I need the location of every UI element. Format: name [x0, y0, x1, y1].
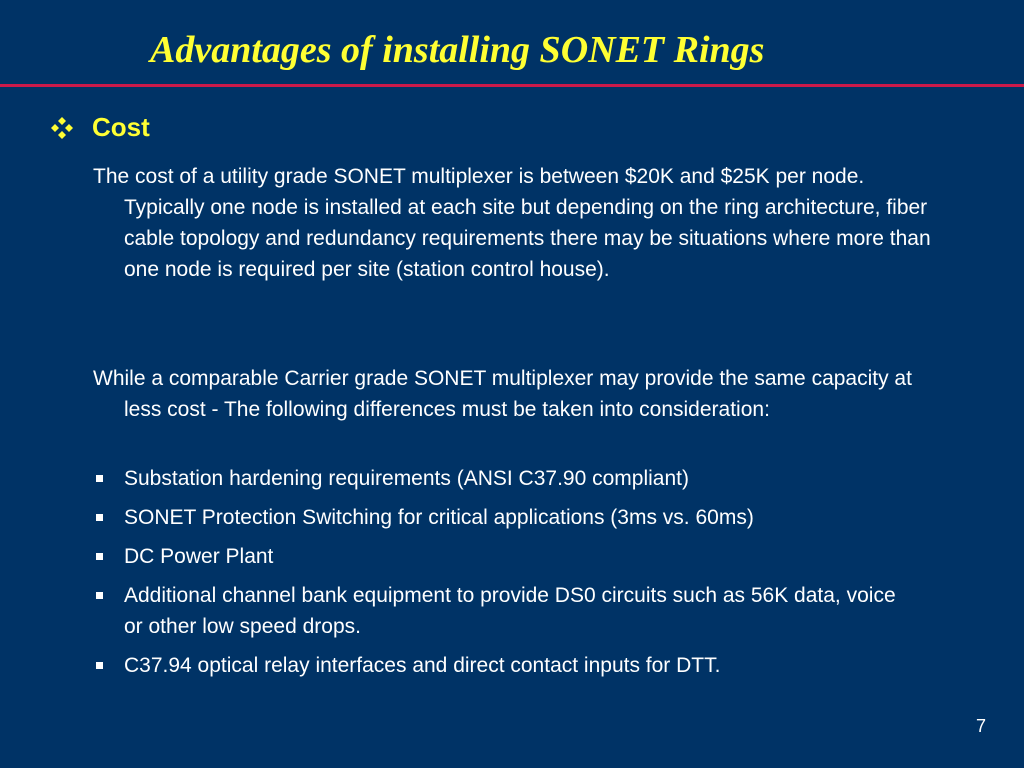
list-item [93, 541, 913, 572]
page-number: 7 [975, 716, 986, 736]
square-bullet-icon [96, 592, 103, 599]
list-item [93, 502, 913, 533]
list-item [93, 463, 913, 494]
differences-list [93, 463, 913, 689]
list-item-text: C37.94 optical relay interfaces and direct contact inputs for DTT. [124, 654, 721, 677]
comparison-paragraph: While a comparable Carrier grade SONET multiplexer may provide the same capacity at less cost - The following differences must be taken into consideration: [93, 367, 912, 421]
list-item [93, 580, 913, 642]
square-bullet-icon [96, 662, 103, 669]
title-divider [0, 84, 1024, 87]
square-bullet-icon [96, 475, 103, 482]
four-diamond-icon [50, 116, 74, 140]
list-item-text: DC Power Plant [124, 545, 274, 568]
cost-paragraph: The cost of a utility grade SONET multiplexer is between $20K and $25K per node. Typically one node is installed at each site but depending on the ring architecture, fiber cable topology and redundancy requirements there may be situations where more than one node is required per site (station control house). [93, 165, 931, 281]
square-bullet-icon [96, 514, 103, 521]
section-heading [50, 112, 150, 143]
section-heading-text: Cost [92, 112, 150, 142]
square-bullet-icon [96, 553, 103, 560]
list-item-text: Substation hardening requirements (ANSI C37.90 compliant) [124, 467, 689, 490]
slide-title: Advantages of installing SONET Rings [150, 29, 765, 71]
list-item-text: Additional channel bank equipment to provide DS0 circuits such as 56K data, voice or other low speed drops. [124, 584, 896, 638]
list-item-text: SONET Protection Switching for critical applications (3ms vs. 60ms) [124, 506, 754, 529]
list-item [93, 650, 913, 681]
